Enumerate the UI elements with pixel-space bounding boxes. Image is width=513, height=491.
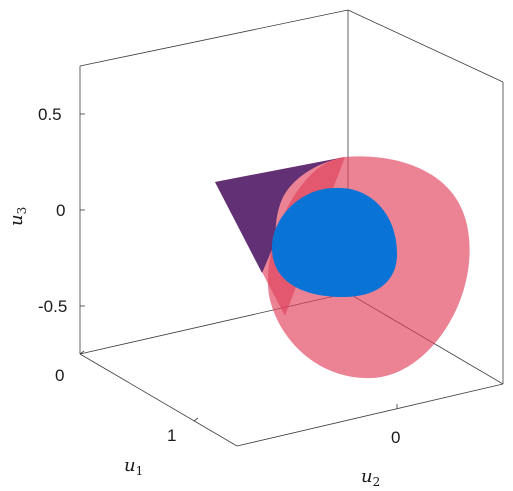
box-edge-back-top (80, 10, 348, 66)
u3-tick-label: -0.5 (38, 297, 68, 316)
u2-tick-label: 0 (391, 428, 401, 447)
u3-axis-label: $u_3$ (6, 206, 29, 226)
u2-axis-label: $u_2$ (361, 466, 381, 489)
box-edge-right-top (348, 10, 503, 82)
surfaces (215, 156, 470, 378)
u3-tick-label: 0.5 (38, 105, 62, 124)
u1-tick-label: 0 (55, 366, 65, 385)
u3-tick-label: 0 (56, 201, 66, 220)
u1-tick-label: 1 (167, 426, 177, 445)
box-edge-front-left-bottom (80, 354, 237, 446)
u1-axis-label: $u_1$ (124, 455, 144, 478)
u1-tickmark-1 (194, 418, 198, 421)
box-edge-front-right-bottom (237, 384, 503, 446)
